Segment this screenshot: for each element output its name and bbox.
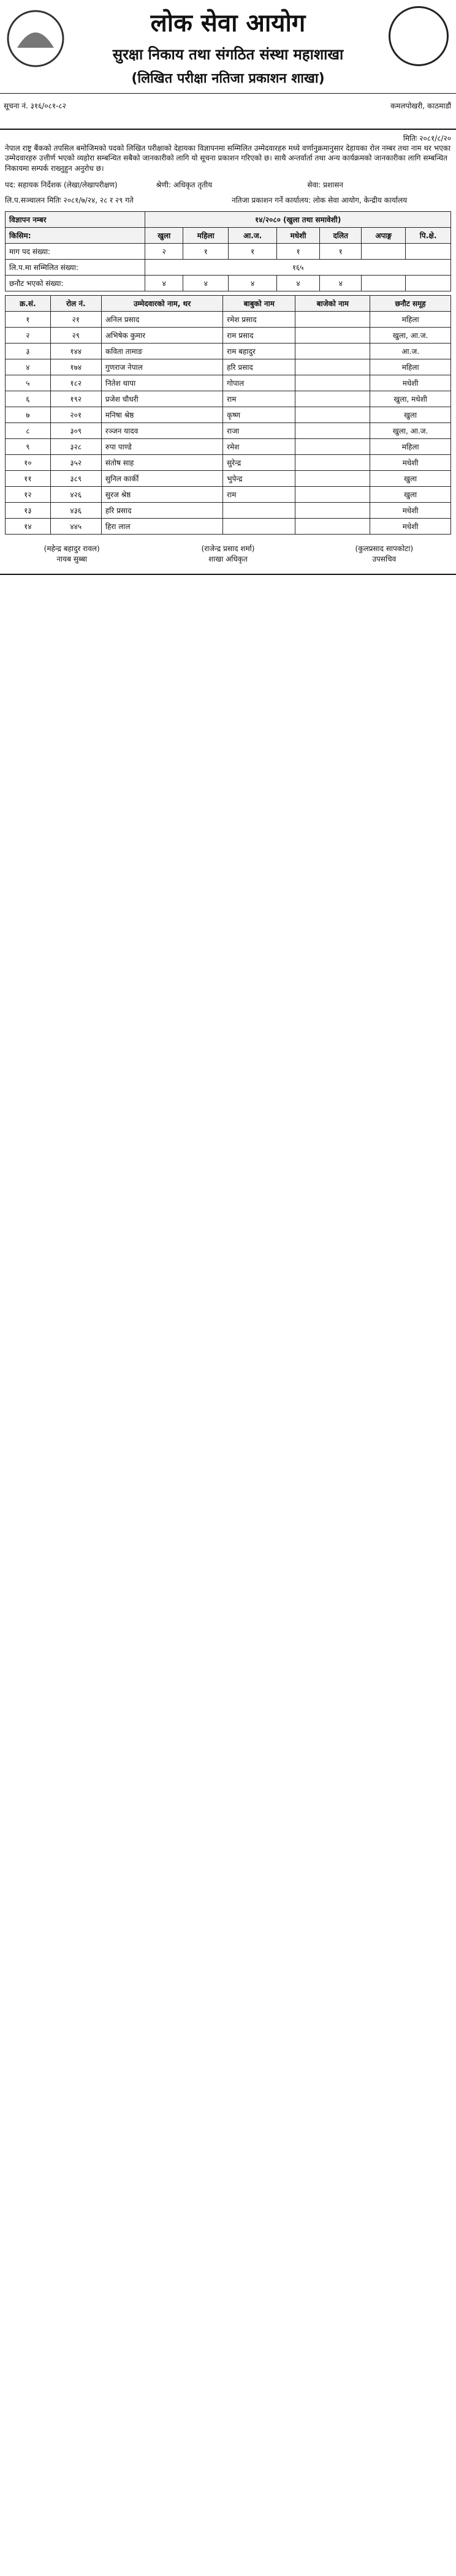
table-row <box>6 470 451 486</box>
table-cell <box>295 422 370 438</box>
notice-body: नेपाल राष्ट्र बैंकको तपसिल बमोजिमको पदको लिखित परीक्षाको देहायका विज्ञापनमा सम्मिलित उम्मेदवारहरु मध्ये वर्णानुक्रमानुसार देहायका रोल नम्बर तथा नाम थर भएका उम्मेदवारहरु उत्तीर्ण भएको व्यहोरा सम्बन्धित सबैको जानकारीको लागि यो सूचना प्रकाशन गरिएको छ। साथै अन्तर्वार्ता तथा अन्य कार्यक्रमको जानकारीका लागि सम्बन्धित निकायमा सम्पर्क राख्नुहुन अनुरोध छ। <box>5 144 451 173</box>
table-cell <box>295 311 370 327</box>
table-cell: अनिल प्रसाद <box>101 311 222 327</box>
table-cell: महिला <box>370 438 451 454</box>
table-cell: हरि प्रसाद <box>223 359 295 375</box>
table-cell: रुपा पाण्डे <box>101 438 222 454</box>
adv-col: दलित <box>320 227 362 243</box>
table-cell: मधेशी <box>370 502 451 518</box>
adv-row-label: माग पद संख्या: <box>6 243 145 259</box>
table-cell: ४२६ <box>50 486 101 502</box>
continuation <box>0 574 456 579</box>
table-row <box>6 502 451 518</box>
table-cell: २०१ <box>50 407 101 422</box>
table-row <box>6 422 451 438</box>
table-cell: राम प्रसाद <box>223 327 295 343</box>
post: पद: सहायक निर्देशक (लेखा/लेखापरीक्षण) <box>5 180 118 189</box>
table-cell <box>295 454 370 470</box>
table-cell: १८२ <box>50 375 101 391</box>
table-cell: १९२ <box>50 391 101 407</box>
table-cell: ४४५ <box>50 518 101 534</box>
table-cell: १४ <box>6 518 51 534</box>
adv-col: अपाङ्ग <box>362 227 406 243</box>
table-cell <box>295 343 370 359</box>
table-cell: ३ <box>6 343 51 359</box>
table-cell: सुरज श्रेष्ठ <box>101 486 222 502</box>
adv-cell <box>362 275 406 291</box>
table-cell <box>295 470 370 486</box>
table-row <box>6 486 451 502</box>
table-cell: मनिषा श्रेष्ठ <box>101 407 222 422</box>
result-table <box>5 295 451 535</box>
adv-header-value: १४/२०८० (खुला तथा समावेशी) <box>145 211 451 227</box>
table-cell: ३५२ <box>50 454 101 470</box>
table-cell: भुपेन्द्र <box>223 470 295 486</box>
table-cell <box>295 486 370 502</box>
adv-row <box>6 259 451 275</box>
sig-2-name: (राजेन्द्र प्रसाद शर्मा) <box>201 544 255 553</box>
exam-date: लि.प.सञ्चालन मितिः २०८१/७/२४, २८ र २९ गते <box>5 195 134 205</box>
table-cell: १३ <box>6 502 51 518</box>
table-cell: रञ्जन यादव <box>101 422 222 438</box>
sig-1-role: नायब सुब्बा <box>56 554 88 563</box>
table-cell: सुनिल कार्की <box>101 470 222 486</box>
notice-1 <box>0 130 456 177</box>
table-cell: १२ <box>6 486 51 502</box>
table-cell: खुला <box>370 486 451 502</box>
result-col: छनौट समूह <box>370 295 451 311</box>
table-cell: गुणराज नेपाल <box>101 359 222 375</box>
table-cell: ४ <box>6 359 51 375</box>
table-cell: हिरा लाल <box>101 518 222 534</box>
table-row <box>6 438 451 454</box>
table-cell: मधेशी <box>370 454 451 470</box>
table-row <box>6 454 451 470</box>
table-cell: ६ <box>6 391 51 407</box>
result-body <box>6 311 451 534</box>
table-cell <box>223 518 295 534</box>
adv-header-label: विज्ञापन नम्बर <box>6 211 145 227</box>
table-cell: १७४ <box>50 359 101 375</box>
adv-cell: १ <box>183 243 229 259</box>
adv-cell: ४ <box>276 275 319 291</box>
table-cell: रमेश प्रसाद <box>223 311 295 327</box>
table-cell: खुला <box>370 470 451 486</box>
table-cell: सुरेन्द्र <box>223 454 295 470</box>
table-cell: २ <box>6 327 51 343</box>
adv-col: महिला <box>183 227 229 243</box>
office-address: कमलपोखरी, काठमाडौं <box>390 101 451 110</box>
exam-meta-2 <box>0 192 456 208</box>
table-cell: १४४ <box>50 343 101 359</box>
table-cell: राम बहादुर <box>223 343 295 359</box>
subtitle-1: सुरक्षा निकाय तथा संगठित संस्था महाशाखा <box>112 46 344 63</box>
table-cell: ३०९ <box>50 422 101 438</box>
adv-cell: २ <box>145 243 183 259</box>
advertisement-table <box>5 211 451 291</box>
table-cell: गोपाल <box>223 375 295 391</box>
sig-1 <box>5 543 139 564</box>
table-cell: रमेश <box>223 438 295 454</box>
exam-meta <box>0 177 456 192</box>
table-cell: संतोष साह <box>101 454 222 470</box>
sig-1-name: (महेन्द्र बहादुर रावल) <box>44 544 100 553</box>
adv-col: खुला <box>145 227 183 243</box>
table-row <box>6 359 451 375</box>
table-row <box>6 327 451 343</box>
table-cell: आ.ज. <box>370 343 451 359</box>
table-cell: राम <box>223 391 295 407</box>
table-row <box>6 391 451 407</box>
table-row <box>6 407 451 422</box>
table-cell <box>295 518 370 534</box>
adv-cell <box>362 243 406 259</box>
result-col: बाजेको नाम <box>295 295 370 311</box>
adv-col: पि.क्षे. <box>406 227 451 243</box>
table-row <box>6 311 451 327</box>
result-col: क्र.सं. <box>6 295 51 311</box>
adv-row-label: लि.प.मा सम्मिलित संख्या: <box>6 259 145 275</box>
table-cell: कृष्ण <box>223 407 295 422</box>
adv-cell: १ <box>320 243 362 259</box>
table-cell: ४३६ <box>50 502 101 518</box>
table-cell: २१ <box>50 311 101 327</box>
table-cell: ११ <box>6 470 51 486</box>
service: सेवा: प्रशासन <box>307 180 343 189</box>
adv-cell: १६५ <box>145 259 451 275</box>
table-cell: १ <box>6 311 51 327</box>
table-cell: ८ <box>6 422 51 438</box>
table-cell: २९ <box>50 327 101 343</box>
notice-number: सूचना नं. ३१६/०८१-८२ <box>4 101 66 110</box>
notice-date: मितिः २०८१/८/२० <box>403 134 451 143</box>
table-cell: खुला <box>370 407 451 422</box>
table-cell: १० <box>6 454 51 470</box>
table-row <box>6 518 451 534</box>
adv-cell: १ <box>276 243 319 259</box>
table-cell: मधेशी <box>370 375 451 391</box>
sig-2 <box>161 543 295 564</box>
adv-cell: ४ <box>229 275 277 291</box>
signatures <box>0 538 456 569</box>
table-cell: खुला, आ.ज. <box>370 327 451 343</box>
table-cell: ७ <box>6 407 51 422</box>
adv-cell: ४ <box>145 275 183 291</box>
page-title: लोक सेवा आयोग <box>150 9 306 37</box>
adv-cell <box>406 243 451 259</box>
table-cell: महिला <box>370 311 451 327</box>
result-office: नतिजा प्रकाशन गर्ने कार्यालय: लोक सेवा आयोग, केन्द्रीय कार्यालय <box>232 195 408 205</box>
adv-cell: ४ <box>320 275 362 291</box>
table-cell: खुला, आ.ज. <box>370 422 451 438</box>
table-cell: राम <box>223 486 295 502</box>
sig-3 <box>317 543 451 564</box>
table-cell <box>295 502 370 518</box>
adv-row <box>6 243 451 259</box>
sig-3-role: उपसचिव <box>372 554 397 563</box>
table-row <box>6 375 451 391</box>
result-col: रोल नं. <box>50 295 101 311</box>
table-cell: प्रजेश चौधरी <box>101 391 222 407</box>
table-cell: हरि प्रसाद <box>101 502 222 518</box>
adv-cell <box>406 275 451 291</box>
table-cell: ५ <box>6 375 51 391</box>
result-col: उम्मेदवारको नाम, थर <box>101 295 222 311</box>
adv-col: आ.ज. <box>229 227 277 243</box>
table-row <box>6 343 451 359</box>
adv-kind-label: किसिम: <box>6 227 145 243</box>
adv-row-label: छनौट भएको संख्या: <box>6 275 145 291</box>
table-cell <box>295 359 370 375</box>
table-cell: ९ <box>6 438 51 454</box>
table-cell: ३८९ <box>50 470 101 486</box>
sig-2-role: शाखा अधिकृत <box>208 554 248 563</box>
adv-cell: ४ <box>183 275 229 291</box>
adv-cell: १ <box>229 243 277 259</box>
table-cell <box>295 375 370 391</box>
table-cell: ३२८ <box>50 438 101 454</box>
table-cell <box>295 391 370 407</box>
table-cell: नितेश थापा <box>101 375 222 391</box>
header-meta <box>0 93 456 117</box>
header <box>0 0 456 130</box>
table-cell <box>295 407 370 422</box>
result-col: बाबुको नाम <box>223 295 295 311</box>
adv-row <box>6 275 451 291</box>
table-cell: राजा <box>223 422 295 438</box>
subtitle-2: (लिखित परीक्षा नतिजा प्रकाशन शाखा) <box>131 71 325 86</box>
table-cell: कविता तामाङ <box>101 343 222 359</box>
table-cell: महिला <box>370 359 451 375</box>
adv-col: मधेशी <box>276 227 319 243</box>
class: श्रेणी: अधिकृत तृतीय <box>156 180 213 189</box>
table-cell: खुला, मधेशी <box>370 391 451 407</box>
table-cell <box>223 502 295 518</box>
table-cell <box>295 327 370 343</box>
table-cell: मधेशी <box>370 518 451 534</box>
table-cell: अभिषेक कुमार <box>101 327 222 343</box>
sig-3-name: (कुलप्रसाद सापकोटा) <box>355 544 414 553</box>
table-cell <box>295 438 370 454</box>
